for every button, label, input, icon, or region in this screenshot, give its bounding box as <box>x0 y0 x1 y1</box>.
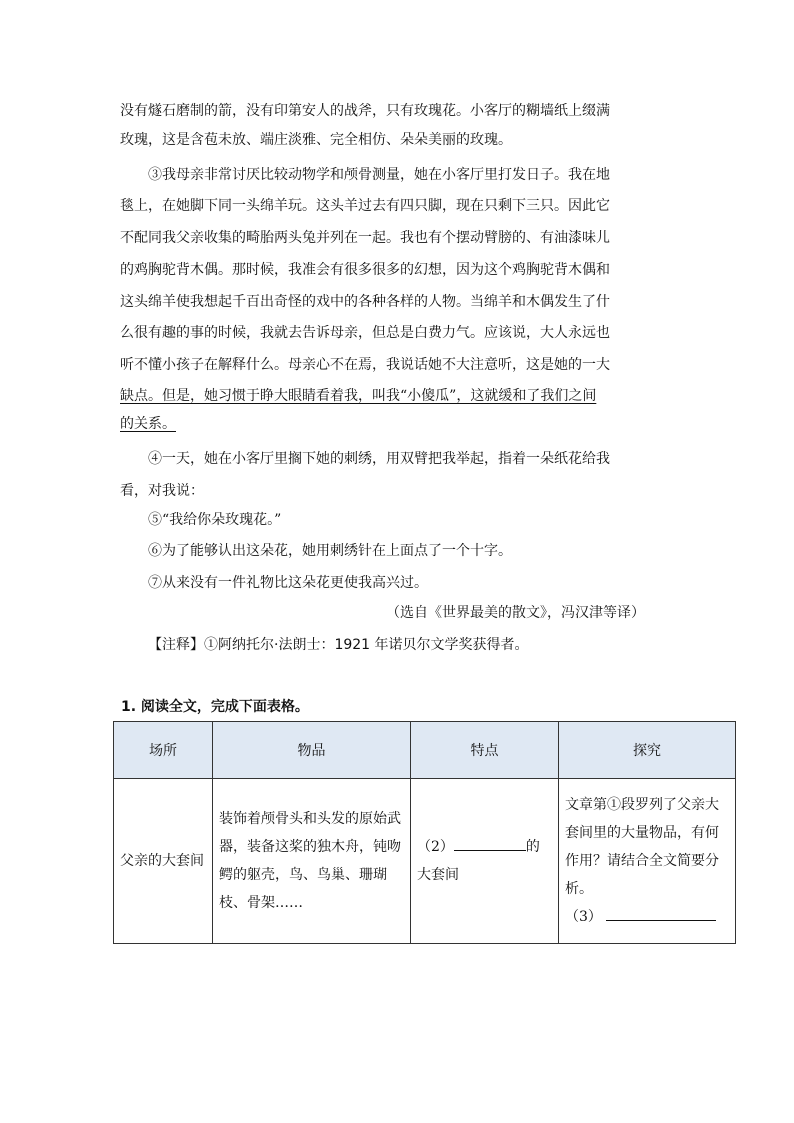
feature-end: 大套间 <box>417 867 459 883</box>
blank-3-label: （3） <box>565 909 602 925</box>
paragraph-7: ⑦从来没有一件礼物比这朵花更使我高兴过。 <box>148 575 428 591</box>
table-header-row <box>114 722 736 779</box>
blank-2-line[interactable] <box>454 850 526 851</box>
passage-line: 这头绵羊使我想起千百出奇怪的戏中的各种各样的人物。当绵羊和木偶发生了什 <box>120 294 610 310</box>
underlined-sentence-end: 的关系。 <box>120 416 176 432</box>
blank-3-line[interactable] <box>606 920 716 921</box>
passage-line: 不配同我父亲收集的畸胎两头兔并列在一起。我也有个摆动臂膀的、有油漆味儿 <box>120 230 610 246</box>
annotation-label: 【注释】 <box>148 637 204 653</box>
annotation-year: 1921 <box>334 637 371 653</box>
passage-line: 的鸡胸驼背木偶。那时候，我准会有很多很多的幻想，因为这个鸡胸驼背木偶和 <box>120 262 610 278</box>
header-items: 物品 <box>213 722 411 779</box>
cell-feature <box>411 779 559 944</box>
blank-2-label: （2） <box>417 839 454 855</box>
cell-place: 父亲的大套间 <box>114 779 213 944</box>
explore-question: 文章第①段罗列了父亲大套间里的大量物品，有何作用？请结合全文简要分析。 <box>565 797 719 897</box>
paragraph-4-start: ④一天，她在小客厅里搁下她的刺绣，用双臂把我举起，指着一朵纸花给我 <box>148 451 610 467</box>
question-title: 1. 阅读全文，完成下面表格。 <box>121 699 309 715</box>
cell-items: 装饰着颅骨头和头发的原始武器，装备这桨的独木舟，钝吻鳄的躯壳，鸟、鸟巢、珊瑚枝、骨架…… <box>213 779 411 944</box>
underlined-sentence: 缺点。但是，她习惯于睁大眼睛看着我，叫我“小傻瓜”，这就缓和了我们之间 <box>120 388 597 404</box>
header-explore: 探究 <box>559 722 736 779</box>
table-row <box>114 779 736 944</box>
passage-line: 没有燧石磨制的箭，没有印第安人的战斧，只有玫瑰花。小客厅的糊墙纸上缀满 <box>120 103 610 119</box>
paragraph-5: ⑤“我给你朵玫瑰花。” <box>148 512 282 528</box>
annotation <box>148 635 529 655</box>
answer-table <box>113 721 736 944</box>
passage-line: 玫瑰，这是含苞未放、端庄淡雅、完全相仿、朵朵美丽的玫瑰。 <box>120 132 512 148</box>
header-place: 场所 <box>114 722 213 779</box>
header-feature: 特点 <box>411 722 559 779</box>
passage-line: 毯上，在她脚下同一头绵羊玩。这头羊过去有四只脚，现在只剩下三只。因此它 <box>120 198 610 214</box>
passage-line: 么很有趣的事的时候，我就去告诉母亲，但总是白费力气。应该说，大人永远也 <box>120 325 610 341</box>
annotation-text-end: 年诺贝尔文学奖获得者。 <box>370 637 529 653</box>
feature-suffix: 的 <box>525 839 540 855</box>
annotation-text: ①阿纳托尔·法朗士： <box>204 637 335 653</box>
passage-line: 听不懂小孩子在解释什么。母亲心不在焉，我说话她不大注意听，这是她的一大 <box>120 357 610 373</box>
passage-line: 看，对我说： <box>120 483 204 499</box>
cell-explore <box>559 779 736 944</box>
paragraph-3-start: ③我母亲非常讨厌比较动物学和颅骨测量，她在小客厅里打发日子。我在地 <box>148 167 610 183</box>
paragraph-6: ⑥为了能够认出这朵花，她用刺绣针在上面点了一个十字。 <box>148 543 512 559</box>
source-citation: （选自《世界最美的散文》，冯汉津等译） <box>386 605 645 621</box>
